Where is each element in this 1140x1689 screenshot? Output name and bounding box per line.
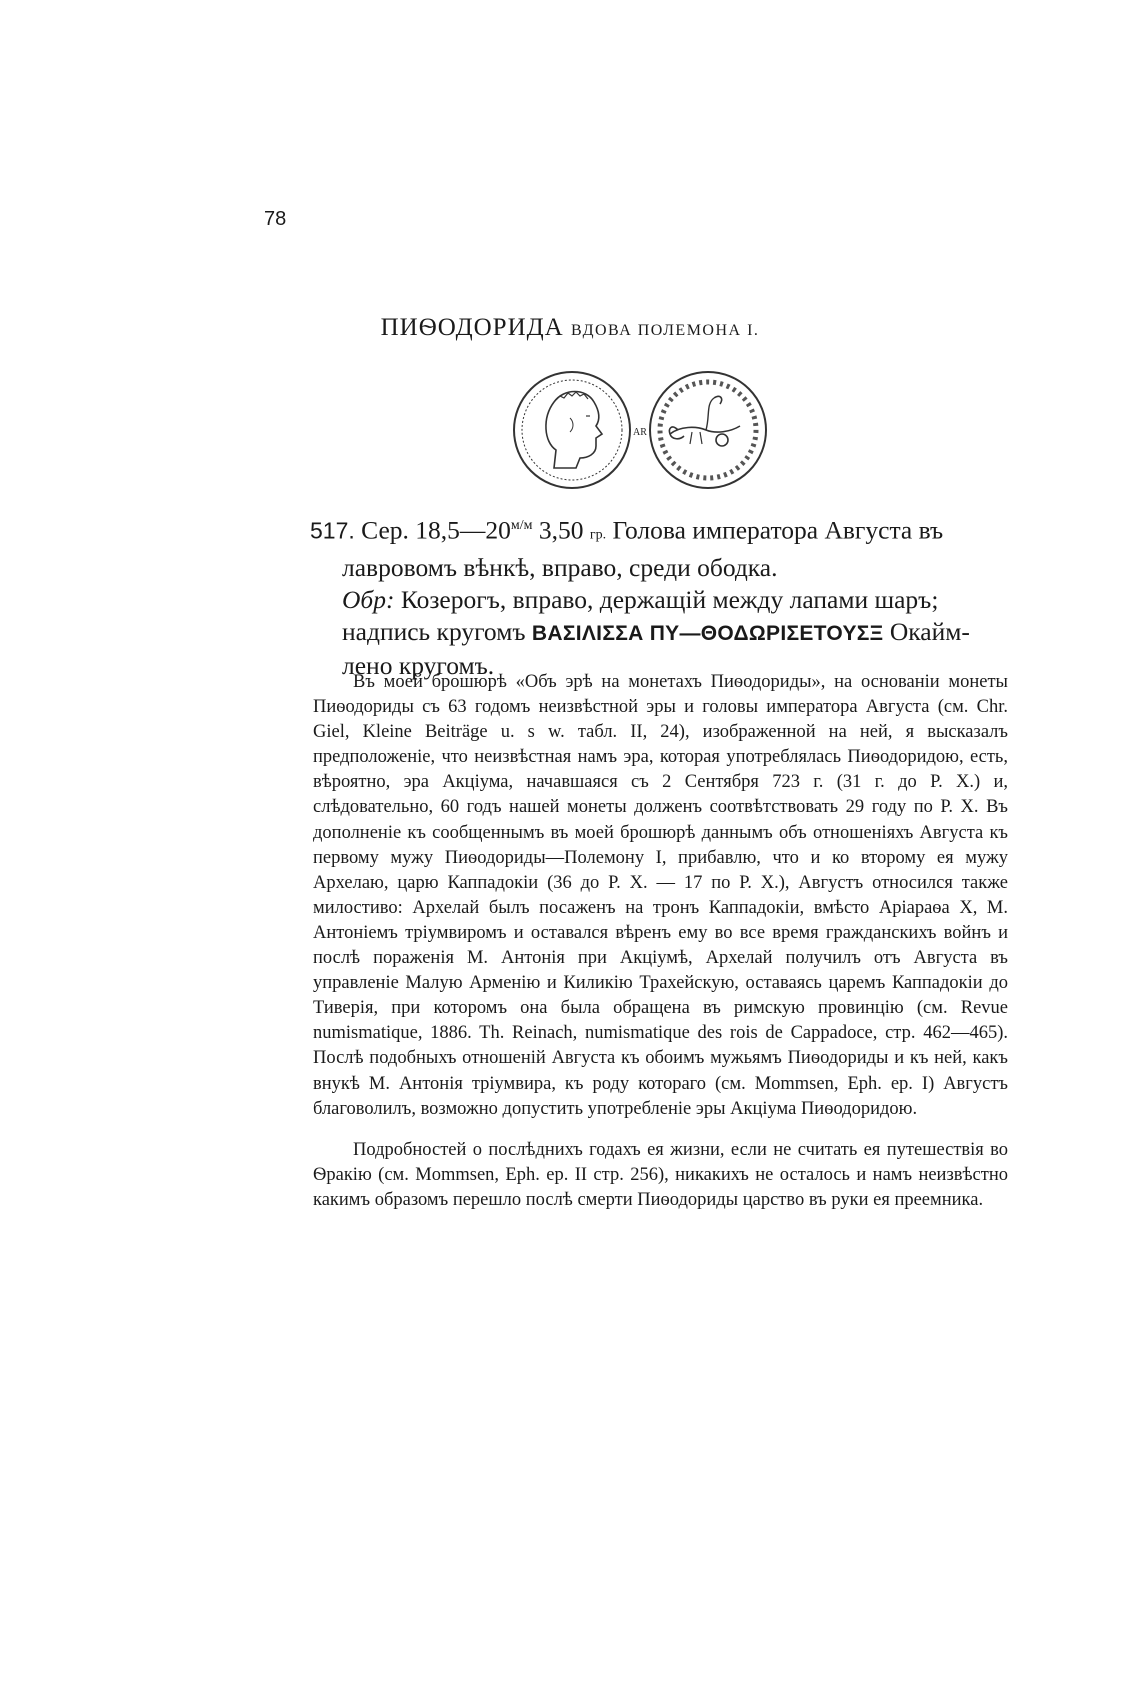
reverse-description: Козерогъ, вправо, держащій между лапами шаръ;	[400, 584, 939, 614]
page-title	[0, 314, 1140, 342]
commentary	[313, 670, 1008, 1213]
paragraph: Въ моей брошюрѣ «Объ эрѣ на монетахъ Пиѳодориды», на основаніи монеты Пиѳодориды съ 63 годомъ неизвѣстной эры и головы императора Августа (см. Chr. Giel, Kleine Beiträge u. s w. табл. II, 24), изображенной на ней, я высказалъ предположеніе, что неизвѣстная намъ эра, которая употреблялась Пиѳодоридою, есть, вѣроятно, эра Акціума, начавшаяся съ 2 Сентября 723 г. (31 г. до Р. X.) и, слѣдовательно, 60 годъ нашей монеты долженъ соотвѣтствовать 29 году по Р. X. Въ дополненіе къ сообщеннымъ въ моей брошюрѣ даннымъ объ отношеніяхъ Августа къ первому мужу Пиѳодориды—Полемону I, прибавлю, что и ко второму ея мужу Архелаю, царю Каппадокіи (36 до Р. X. — 17 по Р. X.), Августъ относился также милостиво: Архелай былъ посаженъ на тронъ Каппадокіи, вмѣсто Аріараѳа X, М. Антоніемъ тріумвиромъ и оставался вѣренъ ему во все время гражданскихъ войнъ и послѣ пораженія М. Антонія при Акціумѣ, Архелай получилъ отъ Августа въ управленіе Малую Арменію и Киликію Трахейскую, оставаясь царемъ Каппадокіи до Тиверія, при которомъ она была обращена въ римскую провинцію (см. Revue numismatique, 1886. Th. Reinach, numismatique des rois de Cappadoce, стр. 462—465). Послѣ подобныхъ отношеній Августа къ обоимъ мужьямъ Пиѳодориды и къ ней, какъ внукѣ М. Антонія тріумвира, къ роду котораго (см. Mommsen, Eph. ep. I) Августъ благоволилъ, возможно допустить употребленіе эры Акціума Пиѳодоридою.	[313, 672, 1008, 1119]
paragraph: Подробностей о послѣднихъ годахъ ея жизни, если не считать ея путешествія во Ѳракію (см. Mommsen, Eph. ep. II стр. 256), никакихъ не осталось и намъ неизвѣстно какимъ образомъ перешло послѣ смерти Пиѳодориды царство въ руки ея преемника.	[313, 1139, 1008, 1210]
entry-size: 18,5—20	[415, 515, 511, 545]
entry-description: Голова императора Августа въ	[612, 515, 944, 545]
obverse-coin	[514, 372, 630, 488]
page-number: 78	[264, 208, 287, 230]
entry-line-3	[310, 584, 1010, 616]
title-main: ПИѲОДОРИДА	[380, 314, 564, 341]
entry-metal: Сер.	[361, 515, 409, 545]
entry-weight: 3,50	[538, 515, 584, 545]
entry-line-4	[310, 616, 1010, 650]
entry-size-unit: м/м	[510, 518, 533, 533]
inscription-intro: надпись кругомъ	[342, 616, 526, 646]
entry-line-5: лено кругомъ.	[342, 650, 495, 680]
coin-illustration	[510, 368, 770, 493]
entry-line-1	[310, 510, 1010, 552]
entry-line-2: лавровомъ вѣнкѣ, вправо, среди ободка.	[342, 552, 778, 582]
metal-mark	[633, 427, 647, 438]
inscription-tail: Окайм-	[889, 616, 970, 646]
entry-number: 517.	[310, 517, 355, 544]
reverse-label: Обр:	[342, 584, 395, 614]
augustus-head-icon	[546, 392, 602, 469]
title-subtitle: ВДОВА ПОЛЕМОНА I.	[571, 322, 760, 339]
entry-weight-unit: гр.	[589, 527, 607, 543]
reverse-coin	[650, 372, 766, 488]
greek-inscription: ΒΑΣΙΛΙΣΣΑ ΠΥ—ΘΟΔΩΡΙΣΕΤΟΥΣΞ	[531, 621, 884, 645]
catalog-entry	[310, 510, 1010, 682]
capricorn-icon	[669, 396, 740, 446]
metal-mark-label: AR	[633, 427, 647, 438]
